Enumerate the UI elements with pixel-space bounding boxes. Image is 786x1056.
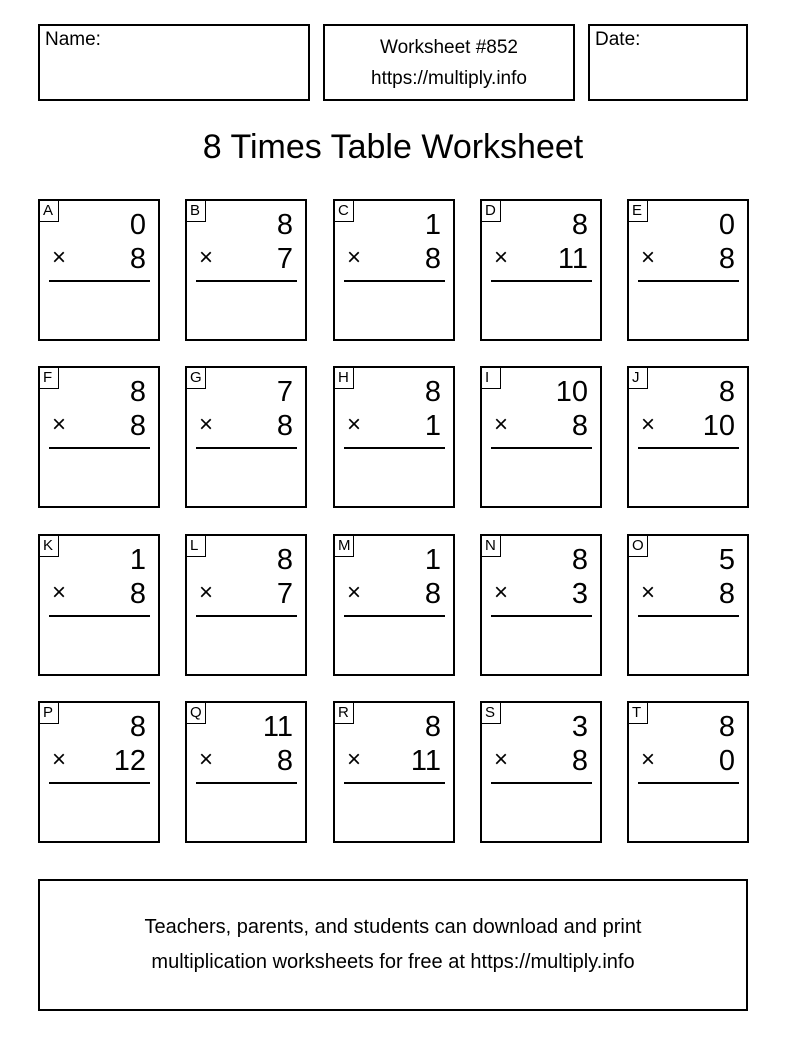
name-field-box[interactable] (38, 24, 310, 101)
answer-line (491, 615, 592, 617)
footer-note (38, 879, 748, 1011)
problem-letter: I (481, 367, 501, 389)
problem-card[interactable] (38, 199, 160, 341)
problem-multiplier: 8 (129, 243, 146, 275)
problem-letter: H (334, 367, 354, 389)
worksheet-number: Worksheet #852 (379, 37, 518, 58)
answer-line (638, 447, 739, 449)
problem-multiplier: 3 (571, 578, 588, 610)
multiply-sign: × (347, 244, 362, 271)
problem-multiplier: 7 (276, 243, 293, 275)
problem-multiplier: 8 (276, 745, 293, 777)
answer-line (196, 280, 297, 282)
answer-line (196, 782, 297, 784)
problem-multiplier: 10 (702, 410, 735, 442)
problem-multiplier: 11 (410, 745, 441, 777)
problem-card[interactable] (480, 701, 602, 843)
problem-multiplicand: 8 (571, 544, 588, 576)
problem-card[interactable] (38, 534, 160, 676)
answer-line (196, 615, 297, 617)
problem-multiplier: 8 (276, 410, 293, 442)
problem-card[interactable] (627, 534, 749, 676)
problem-letter: D (481, 200, 501, 222)
multiply-sign: × (494, 746, 509, 773)
problem-letter: O (628, 535, 648, 557)
problem-multiplier: 8 (129, 578, 146, 610)
problem-multiplier: 8 (129, 410, 146, 442)
answer-line (344, 447, 445, 449)
multiply-sign: × (199, 244, 214, 271)
problem-multiplier: 11 (557, 243, 588, 275)
problem-multiplicand: 1 (424, 209, 441, 241)
problem-letter: Q (186, 702, 206, 724)
problem-card[interactable] (38, 701, 160, 843)
page-title: 8 Times Table Worksheet (202, 128, 584, 166)
problem-multiplier: 7 (276, 578, 293, 610)
answer-line (344, 615, 445, 617)
multiply-sign: × (52, 244, 67, 271)
problem-multiplicand: 8 (424, 376, 441, 408)
problem-letter: L (186, 535, 206, 557)
problem-multiplier: 8 (424, 578, 441, 610)
problem-letter: K (39, 535, 59, 557)
problem-multiplicand: 8 (718, 376, 735, 408)
multiply-sign: × (52, 746, 67, 773)
answer-line (638, 782, 739, 784)
answer-line (196, 447, 297, 449)
problem-card[interactable] (333, 199, 455, 341)
problem-grid (38, 199, 748, 842)
problem-multiplier: 0 (718, 745, 735, 777)
multiply-sign: × (641, 244, 656, 271)
multiply-sign: × (199, 411, 214, 438)
problem-multiplicand: 1 (424, 544, 441, 576)
problem-multiplicand: 11 (262, 711, 293, 743)
problem-multiplicand: 0 (718, 209, 735, 241)
name-label: Name: (45, 29, 101, 50)
worksheet-url: https://multiply.info (371, 68, 527, 89)
problem-multiplier: 8 (571, 745, 588, 777)
answer-line (638, 280, 739, 282)
answer-line (49, 782, 150, 784)
multiply-sign: × (199, 746, 214, 773)
problem-card[interactable] (333, 701, 455, 843)
problem-letter: N (481, 535, 501, 557)
footer-line-1: Teachers, parents, and students can download and print (144, 916, 642, 938)
answer-line (491, 782, 592, 784)
problem-card[interactable] (627, 701, 749, 843)
worksheet-info-box (323, 24, 575, 101)
multiply-sign: × (641, 579, 656, 606)
answer-line (49, 280, 150, 282)
problem-multiplier: 1 (424, 410, 441, 442)
problem-multiplier: 8 (424, 243, 441, 275)
problem-multiplier: 12 (113, 745, 146, 777)
multiply-sign: × (494, 579, 509, 606)
multiply-sign: × (199, 579, 214, 606)
problem-card[interactable] (185, 199, 307, 341)
problem-card[interactable] (185, 534, 307, 676)
problem-card[interactable] (333, 366, 455, 508)
problem-letter: G (186, 367, 206, 389)
problem-letter: F (39, 367, 59, 389)
problem-multiplicand: 10 (555, 376, 588, 408)
problem-multiplicand: 5 (718, 544, 735, 576)
problem-multiplicand: 7 (276, 376, 293, 408)
answer-line (491, 447, 592, 449)
problem-multiplicand: 8 (424, 711, 441, 743)
problem-letter: S (481, 702, 501, 724)
footer-line-2: multiplication worksheets for free at https://multiply.info (151, 951, 635, 973)
problem-card[interactable] (185, 366, 307, 508)
problem-multiplicand: 0 (129, 209, 146, 241)
problem-card[interactable] (333, 534, 455, 676)
problem-letter: B (186, 200, 206, 222)
problem-card[interactable] (627, 199, 749, 341)
multiply-sign: × (494, 411, 509, 438)
problem-letter: A (39, 200, 59, 222)
problem-letter: C (334, 200, 354, 222)
problem-multiplicand: 3 (571, 711, 588, 743)
problem-card[interactable] (480, 534, 602, 676)
problem-letter: R (334, 702, 354, 724)
multiply-sign: × (52, 579, 67, 606)
problem-multiplicand: 8 (129, 711, 146, 743)
answer-line (49, 615, 150, 617)
date-label: Date: (595, 29, 641, 50)
problem-card[interactable] (627, 366, 749, 508)
problem-multiplier: 8 (718, 578, 735, 610)
answer-line (638, 615, 739, 617)
problem-multiplicand: 8 (276, 209, 293, 241)
problem-letter: M (334, 535, 354, 557)
answer-line (344, 782, 445, 784)
answer-line (491, 280, 592, 282)
answer-line (344, 280, 445, 282)
problem-letter: T (628, 702, 648, 724)
problem-multiplicand: 8 (718, 711, 735, 743)
problem-letter: E (628, 200, 648, 222)
problem-multiplicand: 8 (571, 209, 588, 241)
problem-multiplicand: 8 (129, 376, 146, 408)
problem-card[interactable] (38, 366, 160, 508)
multiply-sign: × (494, 244, 509, 271)
date-field-box[interactable] (588, 24, 748, 101)
problem-card[interactable] (480, 366, 602, 508)
multiply-sign: × (347, 579, 362, 606)
problem-letter: P (39, 702, 59, 724)
multiply-sign: × (347, 746, 362, 773)
problem-multiplier: 8 (571, 410, 588, 442)
problem-multiplicand: 8 (276, 544, 293, 576)
problem-letter: J (628, 367, 648, 389)
multiply-sign: × (641, 411, 656, 438)
multiply-sign: × (641, 746, 656, 773)
answer-line (49, 447, 150, 449)
multiply-sign: × (347, 411, 362, 438)
problem-multiplier: 8 (718, 243, 735, 275)
problem-card[interactable] (185, 701, 307, 843)
multiply-sign: × (52, 411, 67, 438)
problem-card[interactable] (480, 199, 602, 341)
problem-multiplicand: 1 (129, 544, 146, 576)
